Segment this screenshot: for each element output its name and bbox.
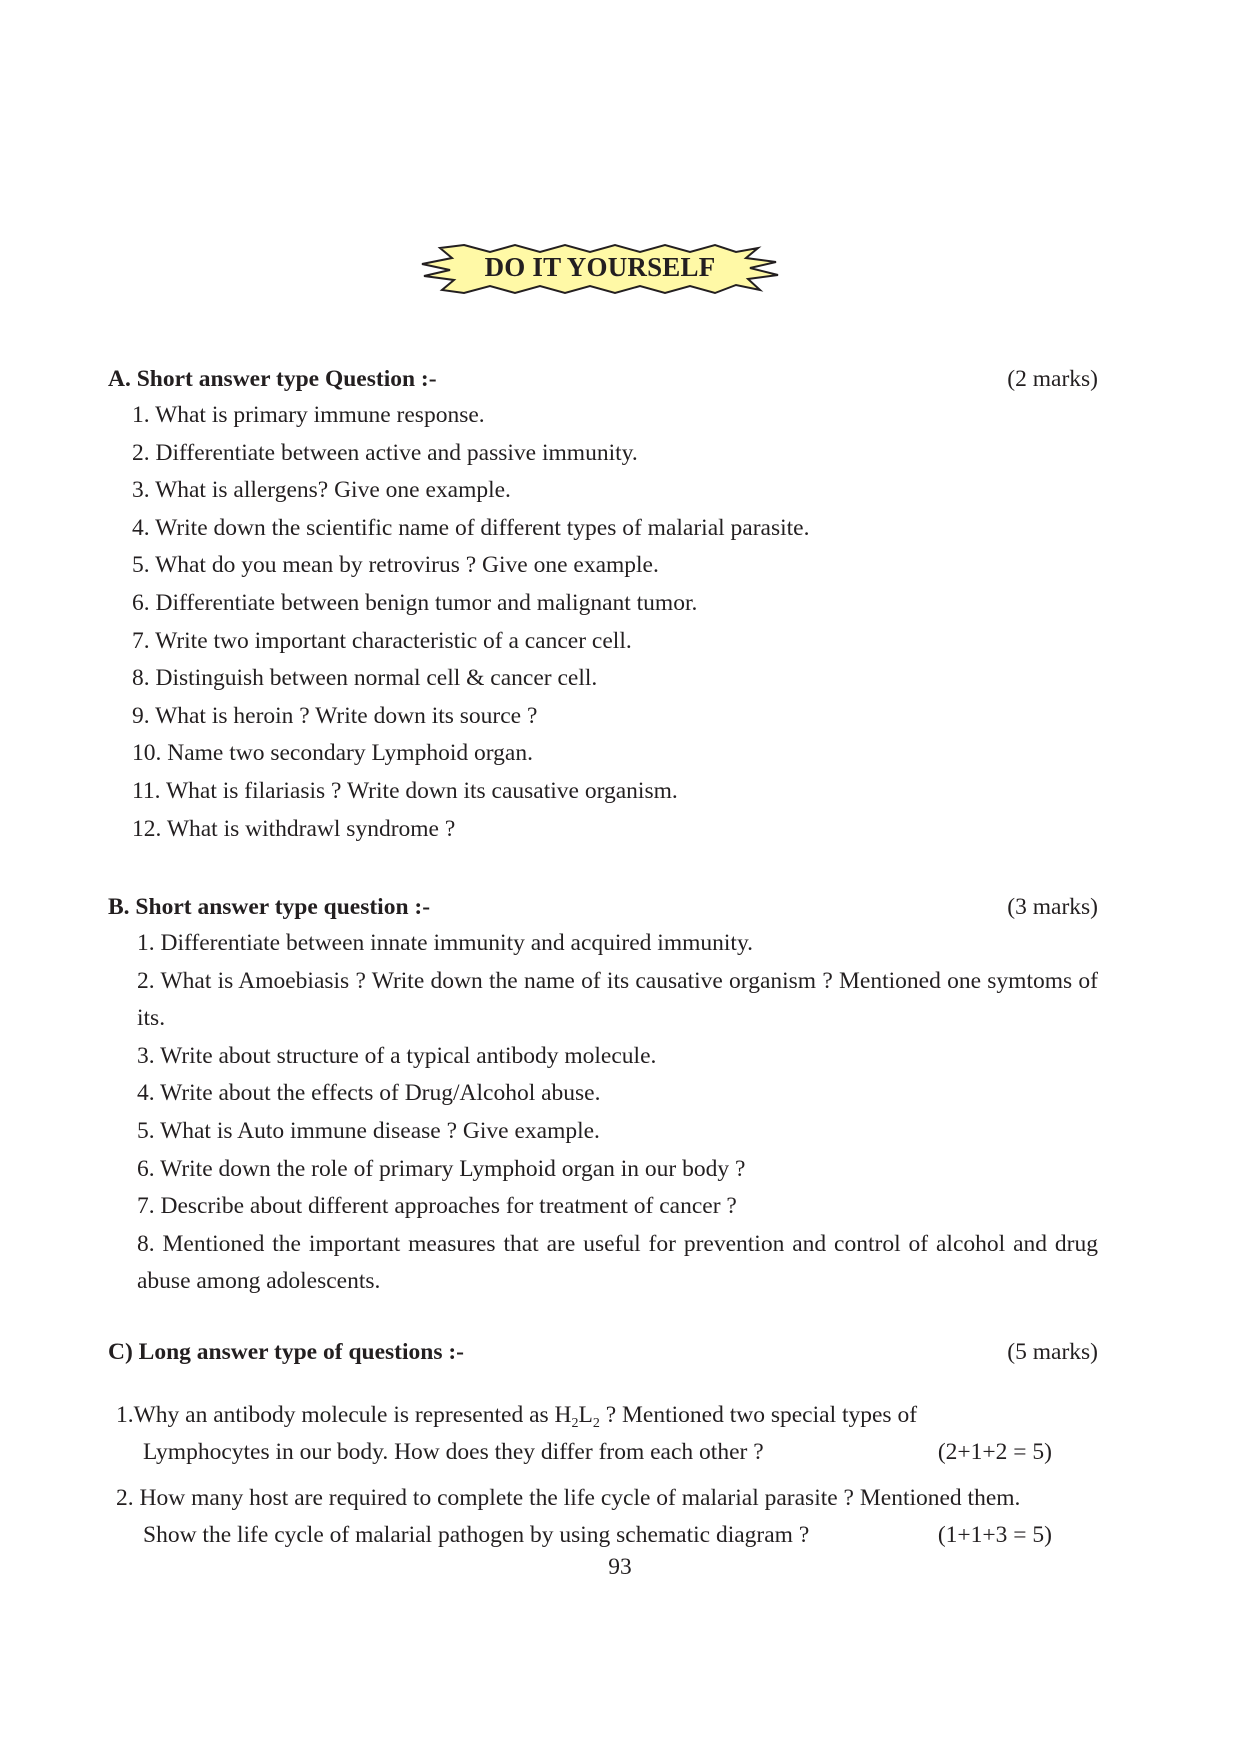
question-c-2-line1: 2. How many host are required to complete the life cycle of malarial parasite ? Mentioned them. — [116, 1485, 1021, 1511]
question-c-1 — [116, 1397, 1076, 1470]
question-c-1-text-end: ? Mentioned two special types of — [599, 1402, 918, 1428]
question-a-10: 10. Name two secondary Lymphoid organ. — [132, 740, 533, 767]
section-b-header — [108, 889, 1098, 925]
section-a — [108, 361, 1098, 848]
section-c-title: C) Long answer type of questions :- — [108, 1339, 464, 1365]
section-b-marks: (3 marks) — [1007, 894, 1098, 920]
section-b-title: B. Short answer type question :- — [108, 894, 431, 920]
subscript-h: 2 — [571, 1416, 579, 1431]
question-b-4: 4. Write about the effects of Drug/Alcohol abuse. — [137, 1080, 601, 1107]
question-c-1-line2 — [116, 1434, 1076, 1471]
question-c-2 — [116, 1480, 1076, 1553]
question-c-1-line2-text: Lymphocytes in our body. How does they differ from each other ? — [143, 1438, 764, 1465]
question-c-2-line2 — [116, 1517, 1076, 1554]
question-c-1-marks: (2+1+2 = 5) — [937, 1438, 1052, 1465]
question-a-1: 1. What is primary immune response. — [132, 402, 485, 428]
do-it-yourself-banner — [420, 238, 780, 300]
section-b — [108, 889, 1098, 1301]
question-a-6: 6. Differentiate between benign tumor and malignant tumor. — [132, 589, 698, 616]
section-c-marks: (5 marks) — [1007, 1339, 1098, 1365]
page-number: 93 — [608, 1554, 632, 1580]
section-a-title: A. Short answer type Question :- — [108, 366, 437, 392]
question-a-9: 9. What is heroin ? Write down its source ? — [132, 702, 538, 729]
question-b-8: 8. Mentioned the important measures that are useful for prevention and control of alcohol and drug abuse among adolescents. — [137, 1230, 1098, 1295]
question-a-11: 11. What is filariasis ? Write down its causative organism. — [132, 777, 678, 804]
section-a-marks: (2 marks) — [1007, 366, 1098, 392]
section-c — [108, 1334, 1098, 1370]
question-c-1-letter-l: L — [578, 1402, 593, 1428]
banner-title: DO IT YOURSELF — [484, 252, 716, 282]
question-c-1-text: 1.Why an antibody molecule is represented as H — [116, 1402, 572, 1428]
question-b-7: 7. Describe about different approaches for treatment of cancer ? — [137, 1193, 737, 1220]
question-a-5: 5. What do you mean by retrovirus ? Give one example. — [132, 552, 659, 579]
question-b-5: 5. What is Auto immune disease ? Give example. — [137, 1117, 600, 1144]
question-c-2-marks: (1+1+3 = 5) — [937, 1521, 1052, 1548]
question-b-2: 2. What is Amoebiasis ? Write down the name of its causative organism ? Mentioned one symtoms of its. — [137, 967, 1098, 1032]
question-a-4: 4. Write down the scientific name of different types of malarial parasite. — [132, 514, 810, 541]
question-a-8: 8. Distinguish between normal cell & cancer cell. — [132, 665, 598, 692]
question-b-6: 6. Write down the role of primary Lymphoid organ in our body ? — [137, 1155, 746, 1182]
section-c-questions — [116, 1397, 1076, 1563]
question-a-7: 7. Write two important characteristic of a cancer cell. — [132, 627, 632, 654]
question-b-1: 1. Differentiate between innate immunity and acquired immunity. — [137, 930, 754, 956]
question-c-1-line1 — [116, 1397, 1076, 1434]
question-a-12: 12. What is withdrawl syndrome ? — [132, 815, 456, 842]
question-a-3: 3. What is allergens? Give one example. — [132, 477, 511, 504]
subscript-l: 2 — [592, 1416, 600, 1431]
section-c-header — [108, 1334, 1098, 1370]
section-a-header — [108, 361, 1098, 397]
question-a-2: 2. Differentiate between active and passive immunity. — [132, 439, 638, 466]
question-b-3: 3. Write about structure of a typical antibody molecule. — [137, 1042, 657, 1069]
question-c-2-line2-text: Show the life cycle of malarial pathogen by using schematic diagram ? — [143, 1521, 810, 1548]
